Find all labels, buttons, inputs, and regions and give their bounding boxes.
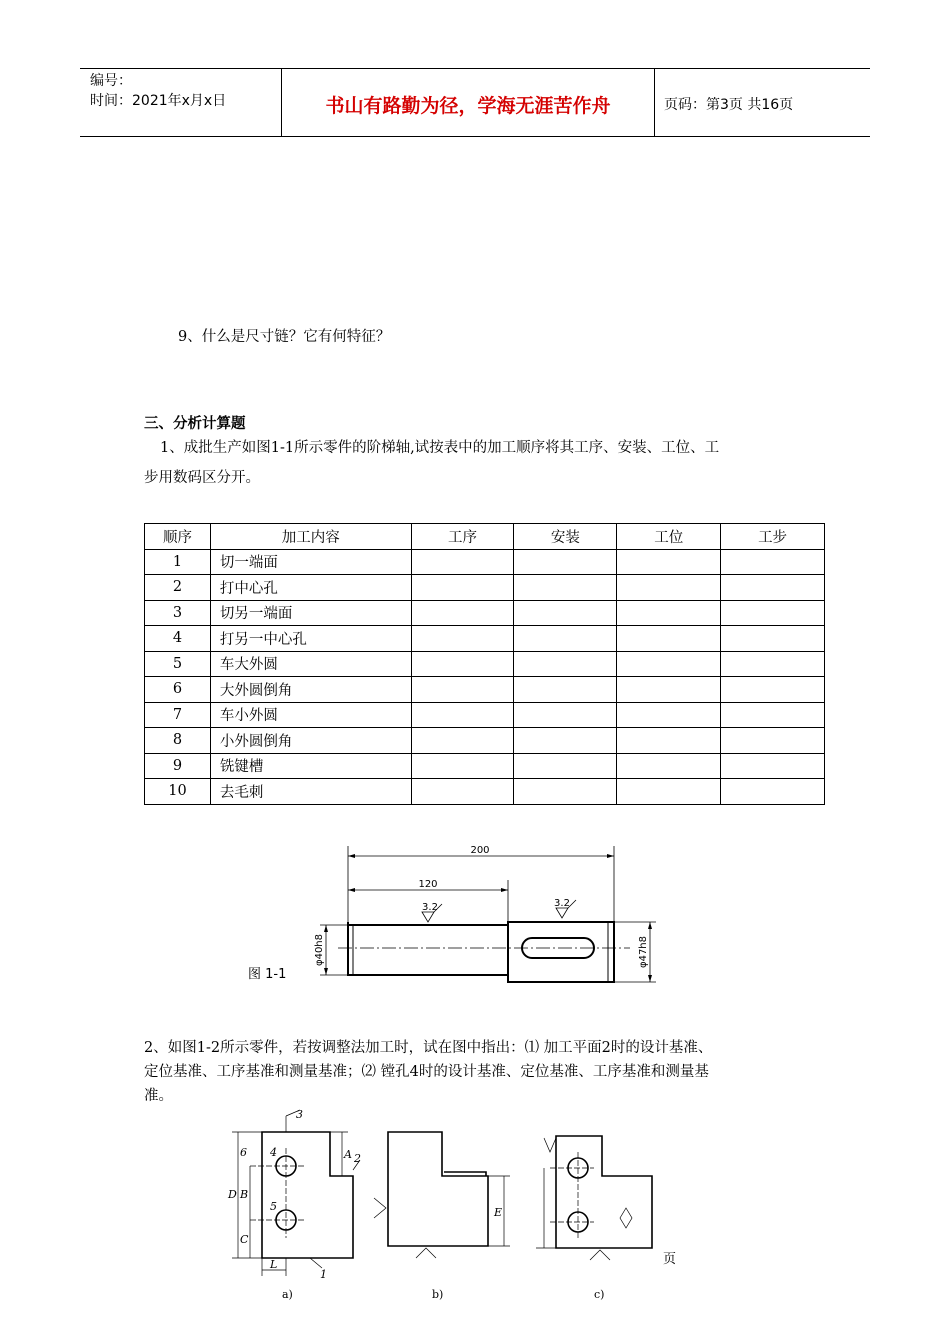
empty-cell[interactable]: [721, 677, 825, 703]
dimension-lines: [320, 846, 656, 982]
empty-cell[interactable]: [721, 549, 825, 575]
column-header: 加工内容: [210, 524, 411, 550]
dia-small-label: φ40h8: [314, 933, 325, 967]
row-number: 1: [145, 549, 211, 575]
table-header-row: [145, 524, 825, 550]
shaft-outline: [348, 922, 614, 982]
dimension-arrows: [324, 854, 652, 982]
empty-cell[interactable]: [617, 728, 721, 754]
empty-cell[interactable]: [617, 651, 721, 677]
dim-small-label: 120: [418, 879, 438, 890]
empty-cell[interactable]: [411, 753, 514, 779]
row-content: 车小外圆: [210, 702, 411, 728]
table-row: [145, 677, 825, 703]
empty-cell[interactable]: [721, 626, 825, 652]
empty-cell[interactable]: [721, 575, 825, 601]
row-content: 铣键槽: [210, 753, 411, 779]
figure-1-2-parts-drawing: [210, 1108, 680, 1308]
roughness-label: 3.2: [554, 898, 570, 909]
row-content: 车大外圆: [210, 651, 411, 677]
section-title: 三、分析计算题: [144, 415, 246, 432]
row-content: 去毛刺: [210, 779, 411, 805]
empty-cell[interactable]: [411, 549, 514, 575]
empty-cell[interactable]: [411, 677, 514, 703]
empty-cell[interactable]: [514, 600, 617, 626]
row-content: 小外圆倒角: [210, 728, 411, 754]
empty-cell[interactable]: [617, 702, 721, 728]
empty-cell[interactable]: [514, 779, 617, 805]
row-number: 7: [145, 702, 211, 728]
callout-6: 6: [240, 1146, 247, 1159]
question-2-line2: 定位基准、工序基准和测量基准；⑵ 镗孔4时的设计基准、定位基准、工序基准和测量基: [144, 1064, 709, 1080]
empty-cell[interactable]: [514, 626, 617, 652]
row-content: 切一端面: [210, 549, 411, 575]
empty-cell[interactable]: [514, 728, 617, 754]
table-row: [145, 575, 825, 601]
dim-label-B: B: [240, 1188, 249, 1201]
column-header: 安装: [514, 524, 617, 550]
table-row: [145, 549, 825, 575]
empty-cell[interactable]: [721, 728, 825, 754]
question-2-line3: 准。: [144, 1088, 173, 1104]
page-number: 页码：第3页 共16页: [664, 97, 794, 113]
dim-label-L: L: [270, 1258, 278, 1271]
empty-cell[interactable]: [411, 626, 514, 652]
row-number: 8: [145, 728, 211, 754]
part-a-dims: [232, 1110, 360, 1276]
empty-cell[interactable]: [411, 600, 514, 626]
header-divider: [654, 69, 655, 136]
table-row: [145, 626, 825, 652]
label-c: c): [594, 1288, 605, 1301]
figure-1-1-caption: 图 1-1: [248, 967, 287, 982]
empty-cell[interactable]: [617, 575, 721, 601]
table-row: [145, 600, 825, 626]
table-row: [145, 728, 825, 754]
dim-label-A: A: [344, 1148, 352, 1161]
callout-1: 1: [320, 1268, 327, 1281]
header-info: [90, 71, 226, 111]
row-number: 2: [145, 575, 211, 601]
empty-cell[interactable]: [617, 753, 721, 779]
empty-cell[interactable]: [411, 702, 514, 728]
empty-cell[interactable]: [514, 575, 617, 601]
empty-cell[interactable]: [721, 753, 825, 779]
roughness-symbols: [422, 900, 576, 922]
row-content: 大外圆倒角: [210, 677, 411, 703]
row-number: 3: [145, 600, 211, 626]
empty-cell[interactable]: [617, 549, 721, 575]
question-2-line1: 2、如图1-2所示零件，若按调整法加工时，试在图中指出：⑴ 加工平面2时的设计基准、: [144, 1040, 713, 1056]
process-table: [144, 523, 825, 805]
row-number: 9: [145, 753, 211, 779]
empty-cell[interactable]: [514, 677, 617, 703]
table-row: [145, 651, 825, 677]
time-label: 时间：2021年x月x日: [90, 93, 227, 109]
label-a: a): [282, 1288, 293, 1301]
empty-cell[interactable]: [411, 779, 514, 805]
dia-large-label: φ47h8: [638, 935, 649, 969]
column-header: 工步: [721, 524, 825, 550]
empty-cell[interactable]: [721, 600, 825, 626]
figure-1-1-shaft-drawing: [300, 840, 680, 990]
callout-5: 5: [270, 1200, 277, 1213]
row-number: 6: [145, 677, 211, 703]
table-row: [145, 779, 825, 805]
table-row: [145, 702, 825, 728]
empty-cell[interactable]: [411, 575, 514, 601]
empty-cell[interactable]: [617, 677, 721, 703]
callout-3: 3: [296, 1108, 303, 1121]
empty-cell[interactable]: [411, 651, 514, 677]
empty-cell[interactable]: [617, 779, 721, 805]
dim-label-D: D: [228, 1188, 237, 1201]
question-1-line2: 步用数码区分开。: [144, 470, 260, 486]
page-footer: 页: [663, 1252, 677, 1267]
column-header: 工序: [411, 524, 514, 550]
dim-total-label: 200: [470, 845, 490, 856]
empty-cell[interactable]: [514, 651, 617, 677]
table-row: [145, 753, 825, 779]
empty-cell[interactable]: [514, 549, 617, 575]
number-label: 编号：: [90, 73, 132, 89]
callout-2: 2: [354, 1152, 361, 1165]
row-content: 切另一端面: [210, 600, 411, 626]
row-content: 打另一中心孔: [210, 626, 411, 652]
part-b: [388, 1132, 488, 1246]
empty-cell[interactable]: [721, 779, 825, 805]
empty-cell[interactable]: [617, 600, 721, 626]
row-number: 5: [145, 651, 211, 677]
header-slogan: 书山有路勤为径，学海无涯苦作舟: [325, 95, 611, 117]
question-9: 9、什么是尺寸链？它有何特征？: [178, 329, 391, 345]
question-1-line1: 1、成批生产如图1-1所示零件的阶梯轴,试按表中的加工顺序将其工序、安装、工位、工: [160, 440, 720, 456]
part-c: [556, 1136, 652, 1248]
label-b: b): [432, 1288, 444, 1301]
column-header: 顺序: [145, 524, 211, 550]
part-c-dims: [536, 1138, 632, 1260]
row-number: 10: [145, 779, 211, 805]
column-header: 工位: [617, 524, 721, 550]
empty-cell[interactable]: [411, 728, 514, 754]
callout-4: 4: [270, 1146, 277, 1159]
dim-label-C: C: [240, 1233, 249, 1246]
row-content: 打中心孔: [210, 575, 411, 601]
row-number: 4: [145, 626, 211, 652]
empty-cell[interactable]: [514, 753, 617, 779]
empty-cell[interactable]: [514, 702, 617, 728]
roughness-label: 3.2: [422, 902, 438, 913]
empty-cell[interactable]: [617, 626, 721, 652]
empty-cell[interactable]: [721, 702, 825, 728]
empty-cell[interactable]: [721, 651, 825, 677]
page-header: [80, 68, 870, 137]
dim-label-E: E: [494, 1206, 503, 1219]
